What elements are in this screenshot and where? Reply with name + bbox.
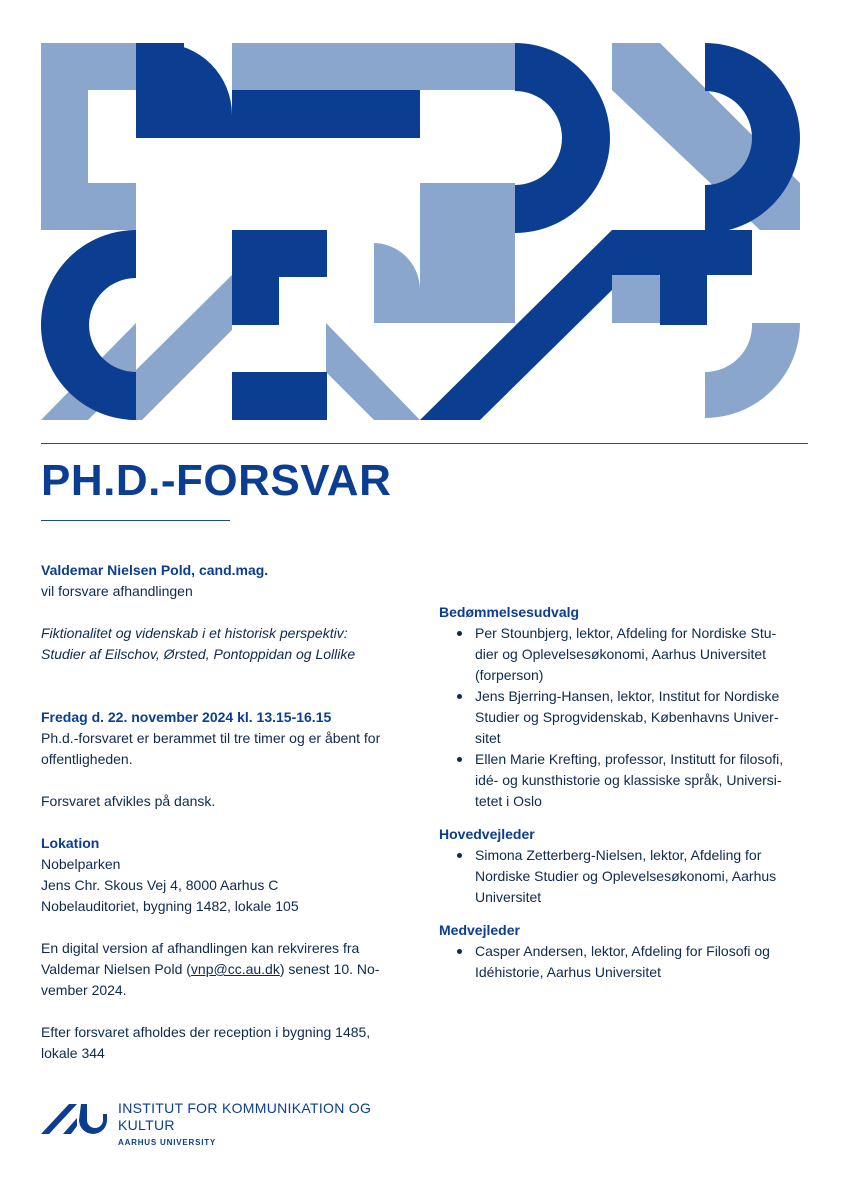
- thesis-title-line2: Studier af Eilschov, Ørsted, Pontoppidan og Lollike: [41, 646, 356, 662]
- cosupervisor-list: [439, 941, 804, 983]
- list-item: [475, 941, 804, 983]
- footer: [41, 1100, 461, 1160]
- committee-heading: Bedømmelsesudvalg: [439, 604, 580, 620]
- supervisor-heading: Hovedvejleder: [439, 826, 535, 842]
- committee-member-2-line3: sitet: [475, 730, 501, 746]
- list-item: [475, 749, 804, 812]
- candidate-name: Valdemar Nielsen Pold, cand.mag.: [41, 562, 269, 578]
- committee-member-2-line2: Studier og Sprogvidenskab, Københavns Univer-: [475, 709, 779, 725]
- right-column: [439, 602, 804, 983]
- committee-member-3-line1: Ellen Marie Krefting, professor, Institutt for filosofi,: [475, 751, 784, 767]
- digital-line2-pre: Valdemar Nielsen Pold (: [41, 961, 191, 977]
- supervisor-list: [439, 845, 804, 908]
- pattern-graphic: [0, 0, 842, 430]
- au-logo-icon: [41, 1102, 107, 1136]
- event-datetime: Fredag d. 22. november 2024 kl. 13.15-16.15: [41, 709, 332, 725]
- institute-name: [118, 1100, 418, 1134]
- thesis-title-line1: Fiktionalitet og videnskab i et historisk perspektiv:: [41, 625, 348, 641]
- supervisor-line2: Nordiske Studier og Oplevelsesøkonomi, Aarhus: [475, 868, 777, 884]
- cosupervisor-heading: Medvejleder: [439, 922, 520, 938]
- location-line1: Nobelparken: [41, 856, 121, 872]
- institute-name-line2: KULTUR: [118, 1117, 175, 1133]
- page-title: PH.D.-FORSVAR: [41, 456, 392, 505]
- institute-name-line1: INSTITUT FOR KOMMUNIKATION OG: [118, 1100, 372, 1116]
- location-heading: Lokation: [41, 835, 100, 851]
- committee-member-3-line3: tetet i Oslo: [475, 793, 542, 809]
- email-link[interactable]: vnp@cc.au.dk: [190, 961, 280, 977]
- university-name: AARHUS UNIVERSITY: [118, 1138, 217, 1147]
- candidate-intro: vil forsvare afhandlingen: [41, 583, 193, 599]
- list-item: [475, 623, 804, 686]
- committee-member-1-line3: (forperson): [475, 667, 544, 683]
- committee-member-3-line2: idé- og kunsthistorie og klassiske språk, Universi-: [475, 772, 782, 788]
- location-line3: Nobelauditoriet, bygning 1482, lokale 105: [41, 898, 299, 914]
- reception-line2: lokale 344: [41, 1045, 105, 1061]
- digital-line1: En digital version af afhandlingen kan rekvireres fra: [41, 940, 360, 956]
- title-underline: [41, 520, 230, 521]
- committee-member-2-line1: Jens Bjerring-Hansen, lektor, Institut for Nordiske: [475, 688, 780, 704]
- top-divider: [41, 443, 808, 444]
- location-line2: Jens Chr. Skous Vej 4, 8000 Aarhus C: [41, 877, 279, 893]
- digital-line2-post: ) senest 10. No-: [279, 961, 380, 977]
- event-language: Forsvaret afvikles på dansk.: [41, 793, 216, 809]
- list-item: [475, 686, 804, 749]
- supervisor-line1: Simona Zetterberg-Nielsen, lektor, Afdeling for: [475, 847, 762, 863]
- digital-line3: vember 2024.: [41, 982, 127, 998]
- decorative-pattern: [0, 0, 842, 430]
- event-desc-line2: offentligheden.: [41, 751, 133, 767]
- list-item: [475, 845, 804, 908]
- digital-line2: [41, 959, 411, 980]
- cosupervisor-line1: Casper Andersen, lektor, Afdeling for Filosofi og: [475, 943, 770, 959]
- event-desc-line1: Ph.d.-forsvaret er berammet til tre timer og er åbent for: [41, 730, 381, 746]
- committee-list: [439, 623, 804, 812]
- cosupervisor-line2: Idéhistorie, Aarhus Universitet: [475, 964, 661, 980]
- supervisor-line3: Universitet: [475, 889, 542, 905]
- reception-line1: Efter forsvaret afholdes der reception i bygning 1485,: [41, 1024, 371, 1040]
- committee-member-1-line2: dier og Oplevelsesøkonomi, Aarhus Universitet: [475, 646, 767, 662]
- committee-member-1-line1: Per Stounbjerg, lektor, Afdeling for Nordiske Stu-: [475, 625, 777, 641]
- left-column: [41, 560, 411, 1064]
